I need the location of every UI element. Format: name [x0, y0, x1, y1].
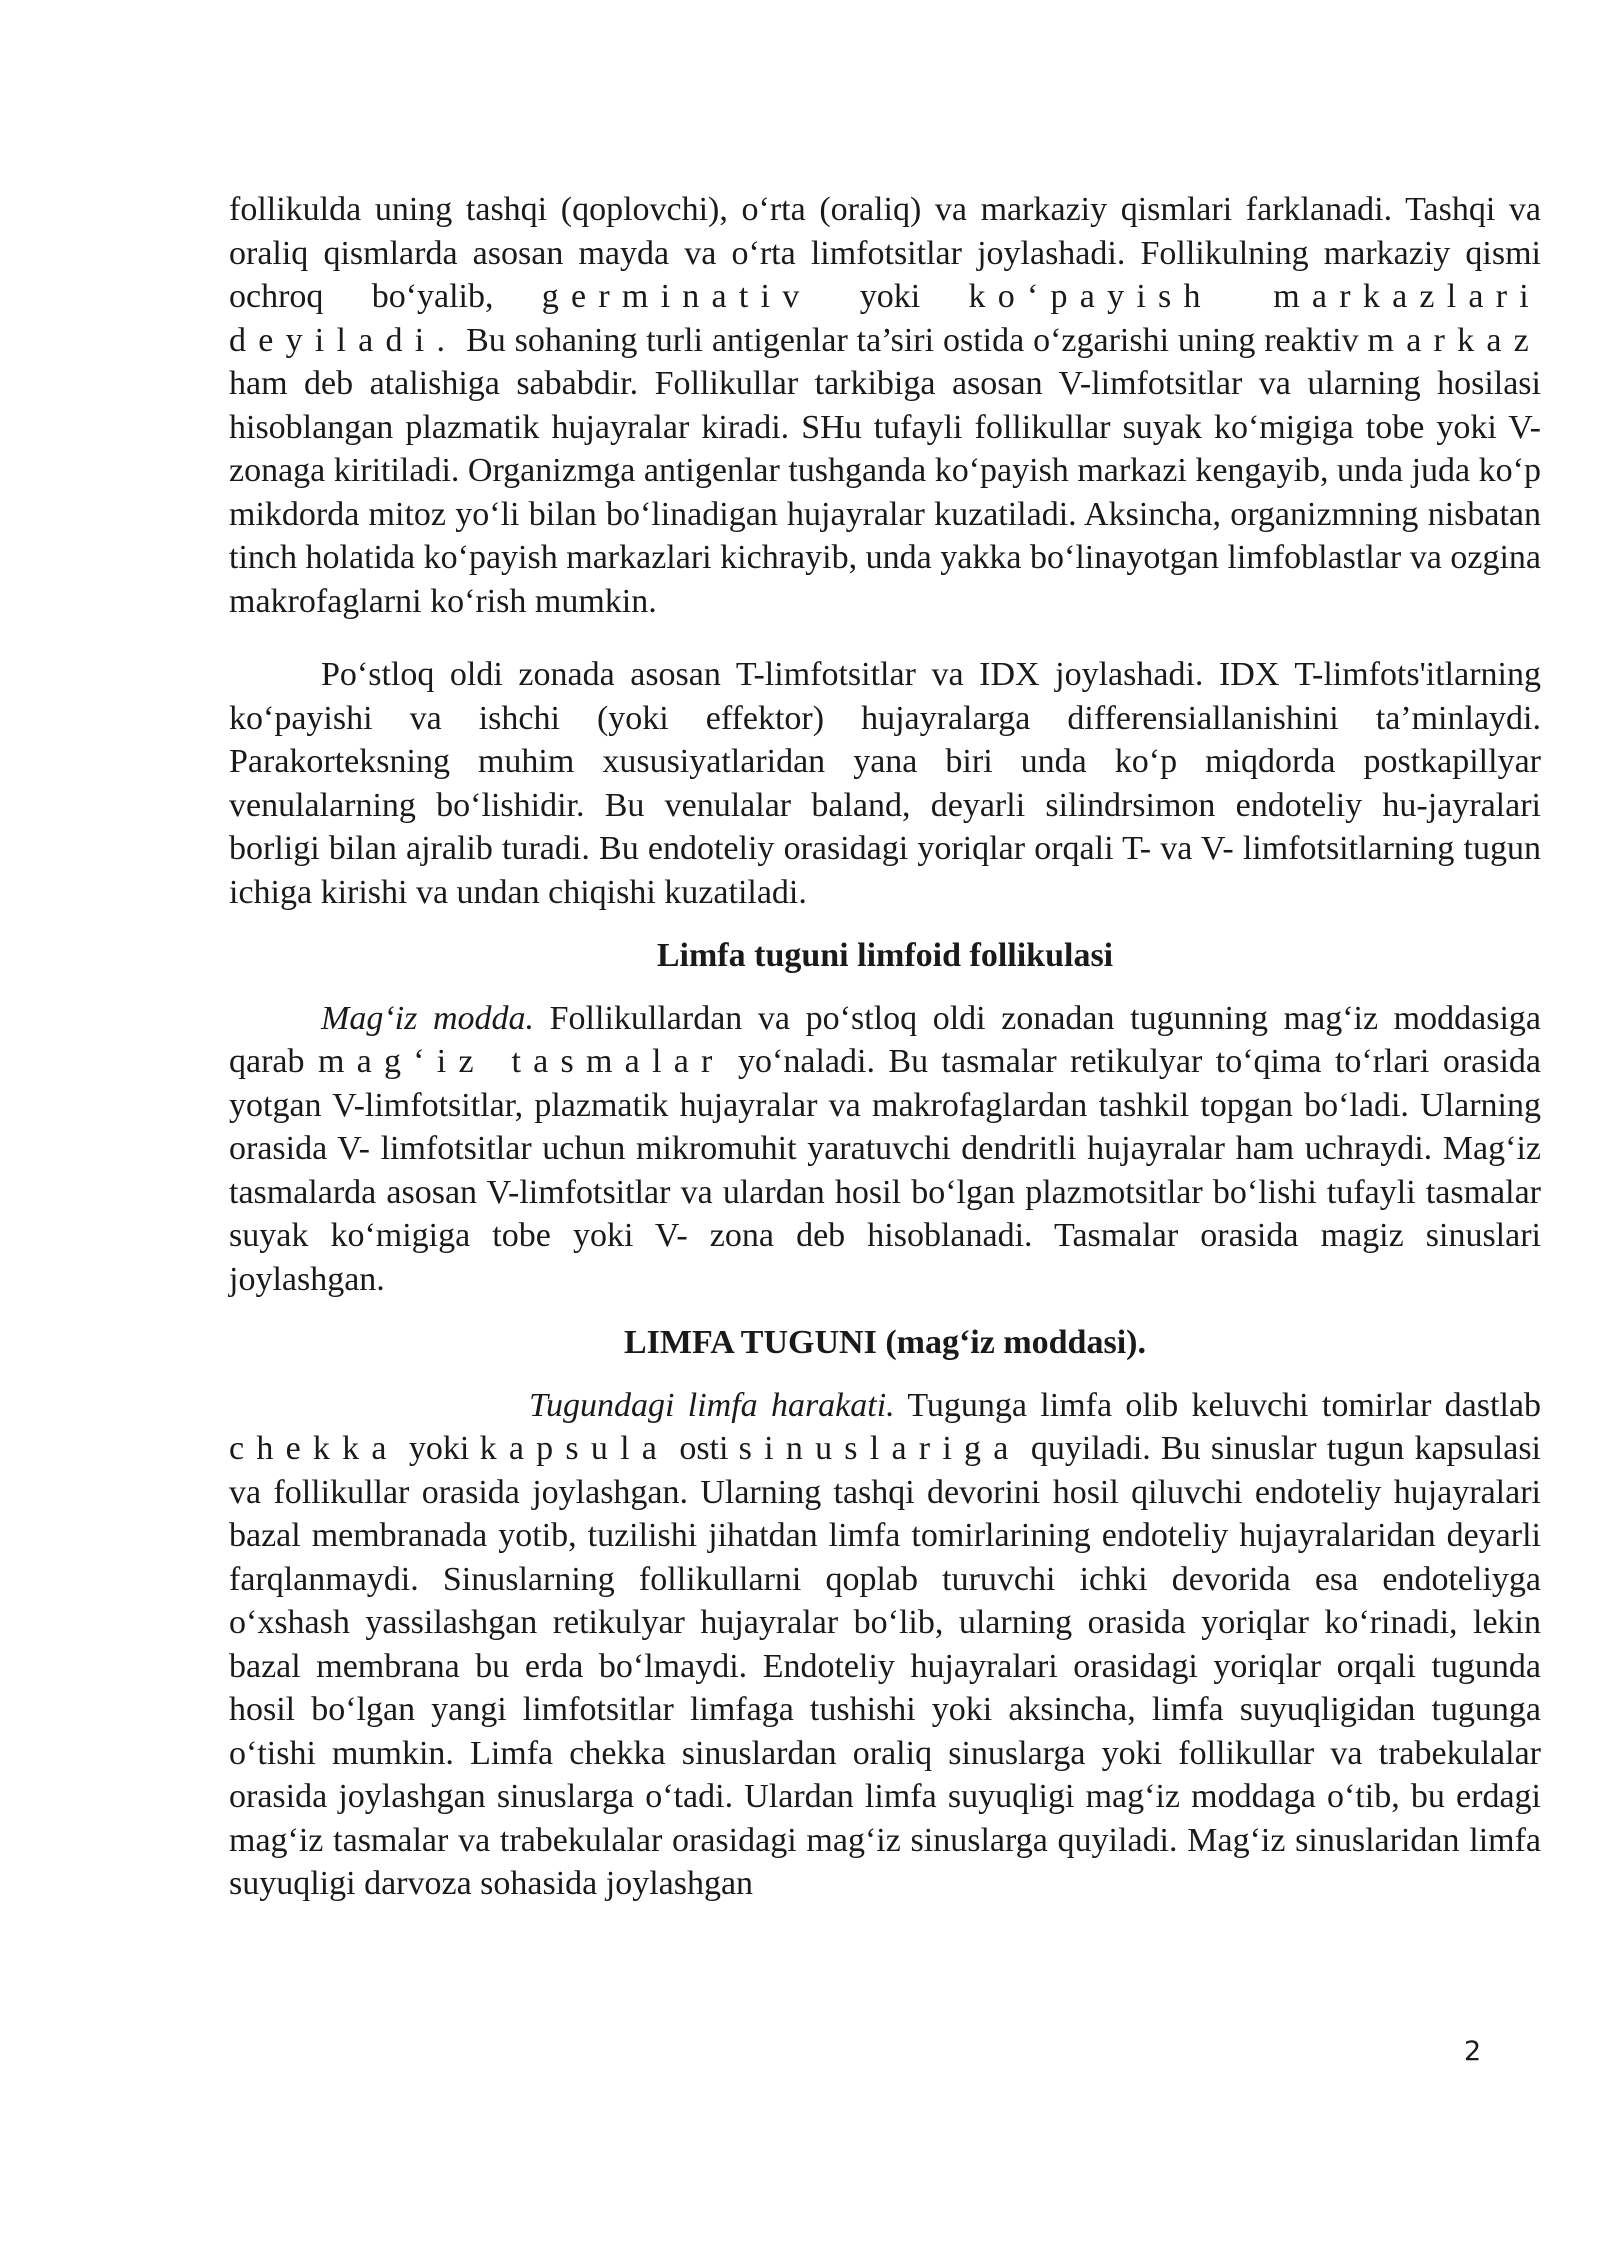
- text-run: osti: [669, 1430, 739, 1467]
- spaced-term-germinativ: germinativ: [541, 278, 812, 315]
- text-run: Bu sohaning turli antigenlar ta’siri ostida o‘zgarishi uning reaktiv: [457, 321, 1368, 359]
- text-run: follikulda uning tashqi (qoplovchi), o‘rta (oraliq) va markaziy qismlari farklanadi. Tashqi va oraliq qismlarda asosan mayda va o‘rta limfotsitlar joylashadi. Follikulning markaziy qismi ochroq bo‘yalib,: [229, 191, 1541, 315]
- text-run: yoki: [811, 278, 969, 315]
- text-run: yo‘naladi. Bu tasmalar retikulyar to‘qima to‘rlari orasida yotgan V-limfotsitlar, plazmatik hujayralar va makrofaglardan tashkil topgan bo‘ladi. Ularning orasida V- limfotsitlar uchun mikromuhit yaratuvchi dendritli hujayralar ham uchraydi. Mag‘iz tasmalarda asosan V-limfotsitlar va ulardan hosil bo‘lgan plazmotsitlar bo‘lishi tufayli tasmalar suyak ko‘migiga tobe yoki V- zona deb hisoblanadi. Tasmalar orasida magiz sinuslari joylashgan.: [229, 1043, 1541, 1298]
- page-number: 2: [1464, 2036, 1482, 2067]
- spaced-term-magiz-tasmalar: mag‘iz tasmalar: [317, 1043, 725, 1080]
- paragraph-follicle-zones: [229, 188, 1541, 623]
- spaced-term-markaz: markaz: [1367, 321, 1541, 359]
- paragraph-medulla: [229, 997, 1541, 1302]
- text-run: quyiladi. Bu sinuslar tugun kapsulasi va follikullar orasida joylashgan. Ularning tashqi devorini hosil qiluvchi endoteliy hujayralari bazal membranada yotib, tuzilishi jihatdan limfa tomirlarining endoteliy hujayralaridan deyarli farqlanmaydi. Sinuslarning follikullarni qoplab turuvchi ichki devorida esa endoteliyga o‘xshash yassilashgan retikulyar hujayralar bo‘lib, ularning orasida yoriqlar ko‘rinadi, lekin bazal membrana bu erda bo‘lmaydi. Endoteliy hujayralari orasidagi yoriqlar orqali tugunda hosil bo‘lgan yangi limfotsitlar limfaga tushishi yoki aksincha, limfa suyuqligidan tugunga o‘tishi mumkin. Limfa chekka sinuslardan oraliq sinuslarga yoki follikullar va trabekulalar orasida joylashgan sinuslarga o‘tadi. Ulardan limfa suyuqligi mag‘iz moddaga o‘tib, bu erdagi mag‘iz tasmalar va trabekulalar orasidagi mag‘iz sinuslarga quyiladi. Mag‘iz sinuslaridan limfa suyuqligi darvoza sohasida joylashgan: [229, 1430, 1542, 1902]
- italic-term-magiz-modda: Mag‘iz modda.: [321, 999, 535, 1037]
- italic-term-limfa-harakati: Tugundagi limfa harakati.: [529, 1386, 895, 1424]
- spaced-term-kapsula: kapsula: [479, 1430, 670, 1467]
- text-run: Tugunga limfa olib keluvchi tomirlar dastlab: [894, 1386, 1541, 1424]
- spaced-term-sinuslariga: sinuslariga: [738, 1430, 1021, 1467]
- spaced-term-chekka: chekka: [229, 1430, 399, 1467]
- heading-limfoid-follikula: Limfa tuguni limfoid follikulasi: [656, 937, 1114, 974]
- paragraph-lymph-flow: [229, 1384, 1541, 1906]
- paragraph-paracortex: Po‘stloq oldi zonada asosan T-limfotsitlar va IDX joylashadi. IDX T-limfots'itlarning ko‘payishi va ishchi (yoki effektor) hujayralarga differensiallanishini ta’minlaydi. Parakorteksning muhim xususiyatlaridan yana biri unda ko‘p miqdorda postkapillyar venulalarning bo‘lishidir. Bu venulalar baland, deyarli silindrsimon endoteliy hu-jayralari borligi bilan ajralib turadi. Bu endoteliy orasidagi yoriqlar orqali T- va V- limfotsitlarning tugun ichiga kirishi va undan chiqishi kuzatiladi.: [229, 656, 1541, 911]
- text-run: ham deb atalishiga sababdir. Follikullar tarkibiga asosan V-limfotsitlar va ularning hosilasi hisoblangan plazmatik hujayralar kiradi. SHu tufayli follikullar suyak ko‘migiga tobe yoki V-zonaga kiritiladi. Organizmga antigenlar tushganda ko‘payish markazi kengayib, unda juda ko‘p mikdorda mitoz yo‘li bilan bo‘linadigan hujayralar kuzatiladi. Aksincha, organizmning nisbatan tinch holatida ko‘payish markazlari kichrayib, unda yakka bo‘linayotgan limfoblastlar va ozgina makrofaglarni ko‘rish mumkin.: [229, 365, 1541, 620]
- heading-limfa-tuguni: LIMFA TUGUNI (mag‘iz moddasi).: [624, 1324, 1146, 1361]
- text-run: yoki: [398, 1430, 480, 1467]
- text-run: Follikullardan va po‘stloq oldi zonadan tugunning mag‘iz moddasiga qarab: [229, 999, 1541, 1080]
- document-page: [229, 188, 1541, 1906]
- spaced-term-kopayish-markazlari: ko‘payish markazlari deyiladi.: [229, 278, 1541, 359]
